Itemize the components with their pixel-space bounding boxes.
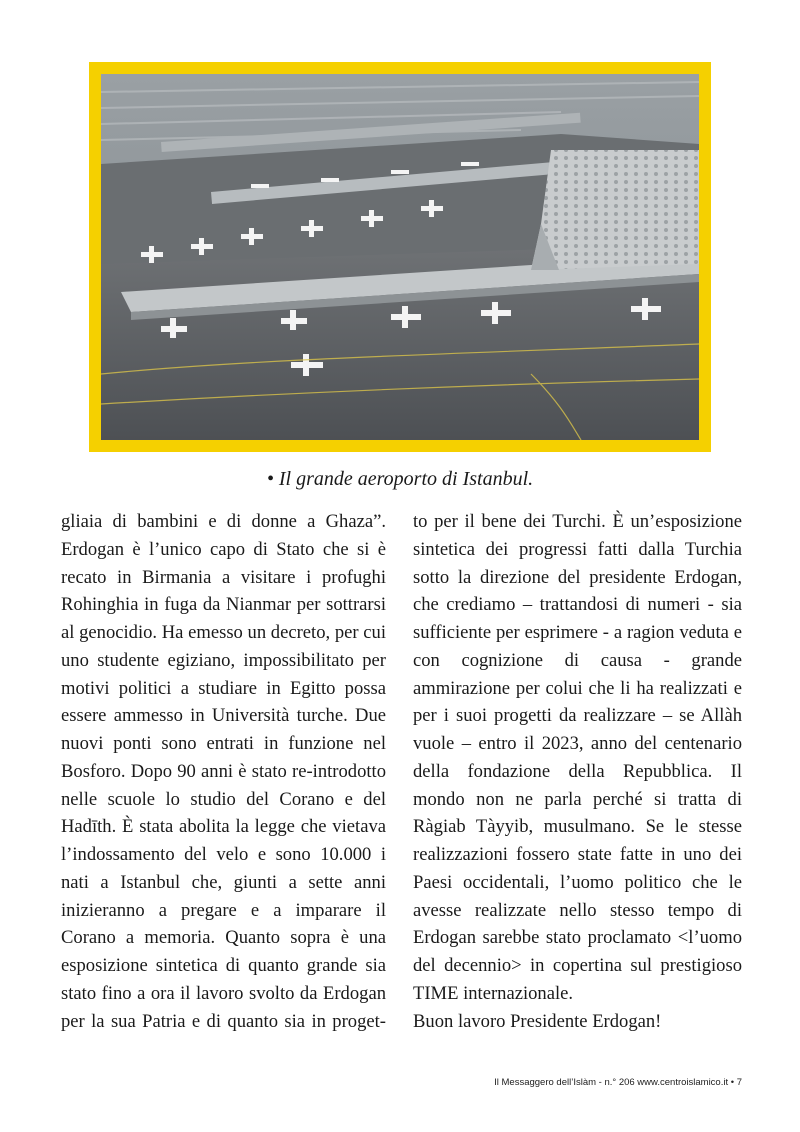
photo-frame: [89, 62, 711, 452]
photo-caption: • Il grande aeroporto di Istanbul.: [266, 468, 534, 490]
article-closing-line: Buon lavoro Presidente Erdogan!: [413, 1010, 662, 1032]
page-footer: Il Messaggero dell’Islàm - n.° 206 www.centroislamico.it • 7: [494, 1077, 742, 1088]
article-column-right: [413, 508, 742, 1035]
article-column-left: [61, 508, 386, 1035]
article-paragraph: gliaia di bambini e di donne a Ghaza”. Erdogan è l’unico capo di Stato che si è recato in Birmania a visitare i profughi Rohinghia in fuga da Nianmar per sottrarsi al genocidio. Ha emesso un decreto, per cui uno studente egiziano, impossibilitato per motivi politici a studiare in Egitto possa essere ammesso in Università turche. Due nuovi ponti sono entrati in funzione nel Bosforo. Dopo 90 anni è stato re-introdotto nelle scuole lo studio del Corano e del Hadīth. È stata abolita la legge che vietava l’indossamento del velo e sono 10.000 i nati a Istanbul che, giunti a sette anni inizieranno a pregare e a imparare il Corano a memoria. Quanto sopra è una esposizione sintetica di quanto grande sia stato fino a ora il lavoro svolto da Erdogan per la sua Patria e di quanto sia in proget-: [61, 511, 386, 1032]
airport-aerial-photo: [101, 74, 699, 440]
article-paragraph: to per il bene dei Turchi. È un’esposizione sintetica dei progressi fatti dalla Turchia sotto la direzione del presidente Erdogan, che crediamo – trattandosi di numeri - sia sufficiente per esprimere - a ragion veduta e con cognizione di causa - grande ammirazione per colui che li ha realizzati e per i suoi progetti da realizzare – se Allàh vuole – entro il 2023, anno del centenario della fondazione della Repubblica. Il mondo non ne parla perché si tratta di Ràgiab Tàyyib, musulmano. Se le stesse realizzazioni fossero state fatte in uno dei Paesi occidentali, l’uomo politico che le avesse realizzate nello stesso tempo di Erdogan sarebbe stato proclamato <l’uomo del decennio> in copertina sul prestigioso TIME internazionale.: [413, 511, 742, 1004]
